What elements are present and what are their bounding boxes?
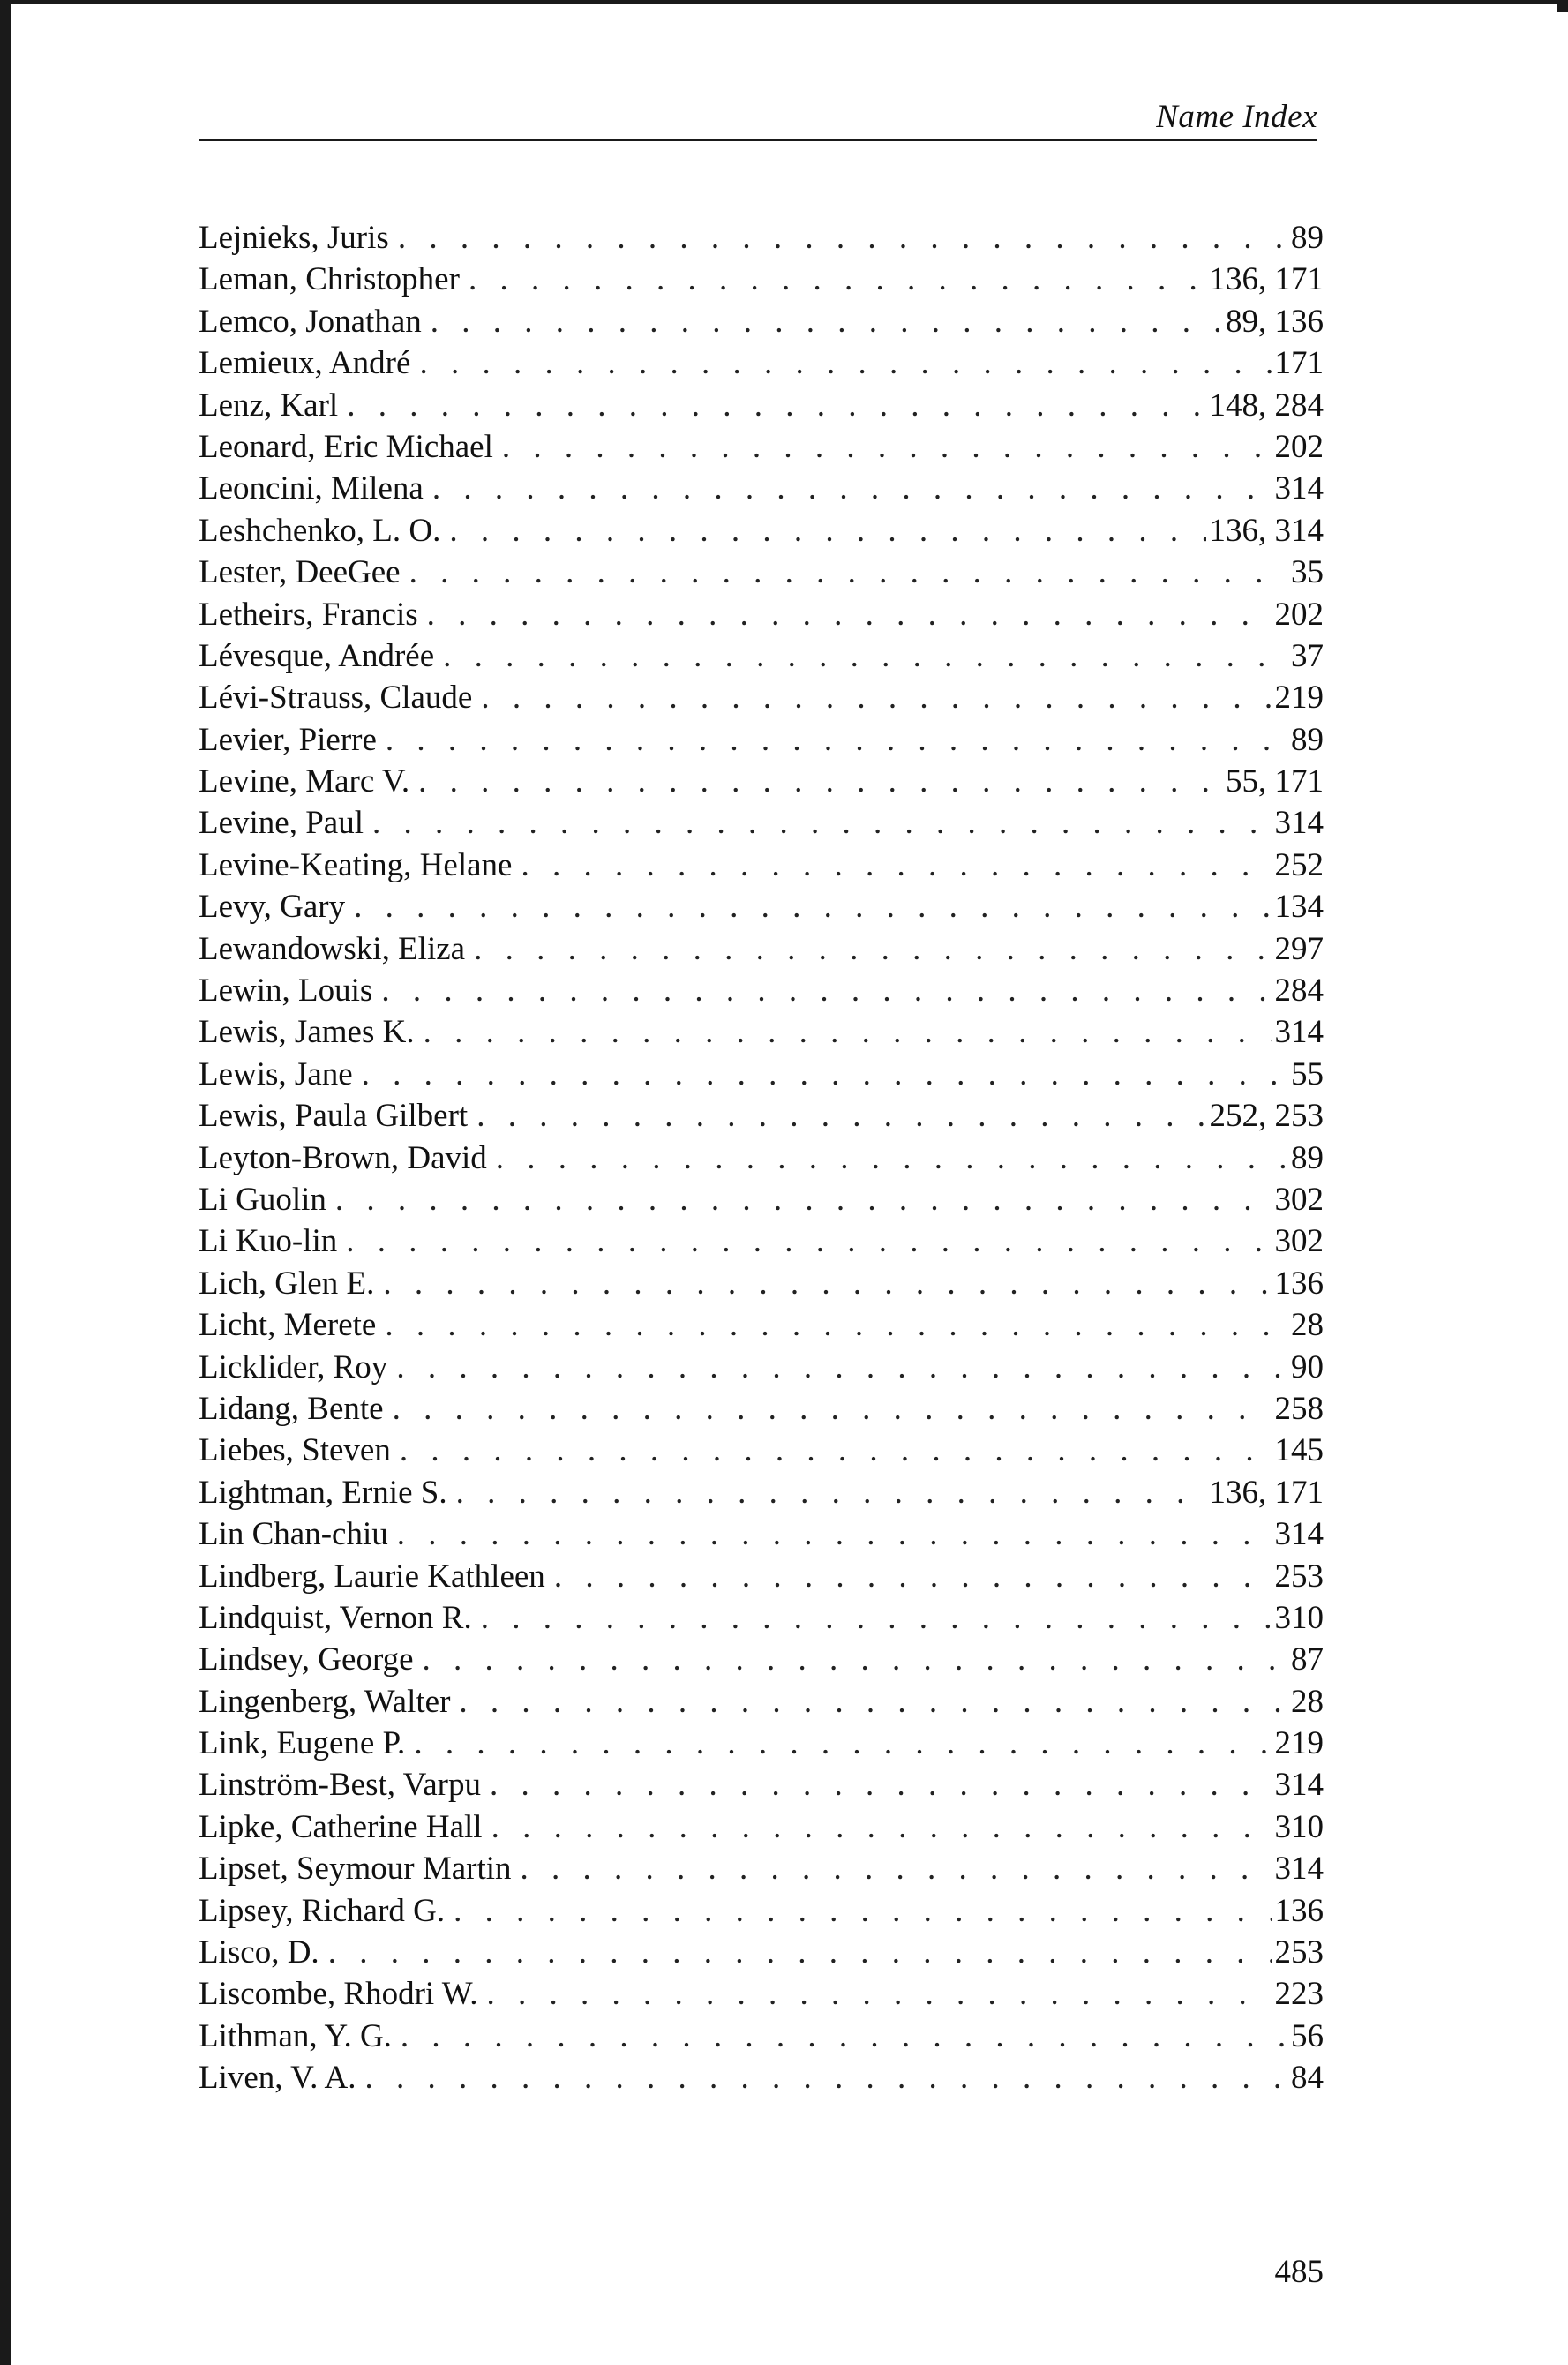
dot-leader — [346, 1220, 1271, 1262]
entry-pages: 314 — [1274, 1851, 1324, 1888]
entry-name: Leyton-Brown, David — [199, 1139, 487, 1176]
index-entry — [199, 217, 1324, 259]
dot-leader — [496, 1137, 1287, 1179]
index-entry — [199, 928, 1324, 970]
entry-pages: 136, 171 — [1209, 1474, 1324, 1511]
index-entry — [199, 385, 1324, 426]
entry-pages: 252 — [1274, 846, 1324, 883]
entry-pages: 35 — [1291, 554, 1324, 591]
dot-leader — [459, 1681, 1287, 1723]
index-entry — [199, 468, 1324, 509]
entry-name: Levier, Pierre — [199, 721, 377, 758]
entry-pages: 252, 253 — [1209, 1098, 1324, 1135]
running-head — [199, 95, 1317, 139]
entry-pages: 310 — [1274, 1808, 1324, 1845]
index-entry — [199, 635, 1324, 677]
entry-pages: 219 — [1274, 679, 1324, 717]
entry-name: Lindquist, Vernon R. — [199, 1599, 472, 1636]
index-entry — [199, 2057, 1324, 2098]
index-entry — [199, 1472, 1324, 1513]
entry-pages: 136, 314 — [1209, 512, 1324, 549]
dot-leader — [400, 1430, 1272, 1471]
entry-name: Lewandowski, Eliza — [199, 930, 466, 967]
entry-pages: 84 — [1291, 2060, 1324, 2097]
entry-name: Lemieux, André — [199, 345, 411, 382]
dot-leader — [401, 2016, 1287, 2057]
entry-pages: 136 — [1274, 1265, 1324, 1302]
entry-pages: 314 — [1274, 1767, 1324, 1804]
index-entry — [199, 1137, 1324, 1179]
index-entry — [199, 1095, 1324, 1137]
entry-name: Linström-Best, Varpu — [199, 1767, 481, 1804]
index-entry — [199, 1597, 1324, 1639]
entry-pages: 253 — [1274, 1558, 1324, 1595]
entry-name: Link, Eugene P. — [199, 1725, 406, 1762]
dot-leader — [449, 510, 1205, 552]
index-entry — [199, 886, 1324, 927]
entry-name: Lewin, Louis — [199, 972, 373, 1010]
entry-pages: 310 — [1274, 1599, 1324, 1636]
entry-pages: 314 — [1274, 805, 1324, 842]
dot-leader — [487, 1973, 1272, 2015]
header-rule — [199, 139, 1317, 141]
index-entry — [199, 552, 1324, 593]
dot-leader — [443, 635, 1287, 677]
entry-name: Licklider, Roy — [199, 1348, 388, 1385]
dot-leader — [476, 1095, 1205, 1137]
index-entry — [199, 2016, 1324, 2057]
entry-name: Leoncini, Milena — [199, 470, 424, 507]
dot-leader — [398, 217, 1287, 259]
dot-leader — [490, 1764, 1272, 1806]
entry-name: Levine, Paul — [199, 805, 364, 842]
dot-leader — [481, 1597, 1272, 1639]
entry-pages: 37 — [1291, 637, 1324, 674]
entry-pages: 90 — [1291, 1348, 1324, 1385]
entry-pages: 219 — [1274, 1725, 1324, 1762]
entry-pages: 89 — [1291, 220, 1324, 256]
index-entry — [199, 510, 1324, 552]
dot-leader — [381, 970, 1271, 1011]
dot-leader — [347, 385, 1205, 426]
dot-leader — [386, 719, 1287, 761]
index-entry — [199, 301, 1324, 342]
index-entry — [199, 970, 1324, 1011]
dot-leader — [383, 1263, 1271, 1304]
dot-leader — [491, 1806, 1272, 1848]
entry-name: Li Guolin — [199, 1181, 326, 1218]
entry-pages: 314 — [1274, 470, 1324, 507]
entry-name: Lightman, Ernie S. — [199, 1474, 447, 1511]
entry-name: Leman, Christopher — [199, 261, 460, 298]
index-entry — [199, 802, 1324, 844]
entry-pages: 202 — [1274, 428, 1324, 465]
index-entry — [199, 594, 1324, 635]
dot-leader — [335, 1179, 1272, 1220]
dot-leader — [521, 1848, 1272, 1889]
entry-name: Lévesque, Andrée — [199, 637, 435, 674]
entry-name: Licht, Merete — [199, 1307, 377, 1344]
entry-name: Lewis, Paula Gilbert — [199, 1098, 469, 1135]
index-entry — [199, 1890, 1324, 1932]
index-entry — [199, 1011, 1324, 1053]
dot-leader — [454, 1890, 1271, 1932]
index-entry — [199, 719, 1324, 761]
dot-leader — [409, 552, 1287, 593]
entry-name: Lipsey, Richard G. — [199, 1892, 446, 1929]
index-entry — [199, 1932, 1324, 1973]
dot-leader — [393, 1388, 1272, 1430]
entry-name: Lich, Glen E. — [199, 1265, 375, 1302]
index-entry — [199, 1556, 1324, 1597]
entry-pages: 302 — [1274, 1181, 1324, 1218]
entry-name: Lindberg, Laurie Kathleen — [199, 1558, 545, 1595]
index-entry — [199, 342, 1324, 384]
entry-name: Lidang, Bente — [199, 1390, 384, 1427]
entry-name: Lithman, Y. G. — [199, 2017, 392, 2054]
index-entry — [199, 1430, 1324, 1471]
entry-name: Liebes, Steven — [199, 1432, 391, 1469]
dot-leader — [396, 1347, 1287, 1388]
index-entry — [199, 1263, 1324, 1304]
index-entry — [199, 1848, 1324, 1889]
entry-pages: 28 — [1291, 1307, 1324, 1344]
entry-name: Levine-Keating, Helane — [199, 846, 513, 883]
scan-edge-top — [0, 0, 1568, 4]
index-entry — [199, 1304, 1324, 1346]
entry-pages: 56 — [1291, 2017, 1324, 2054]
dot-leader — [365, 2057, 1287, 2098]
entry-name: Lin Chan-chiu — [199, 1516, 388, 1553]
dot-leader — [397, 1513, 1272, 1555]
entry-pages: 314 — [1274, 1014, 1324, 1051]
dot-leader — [456, 1472, 1206, 1513]
dot-leader — [328, 1932, 1272, 1973]
dot-leader — [432, 468, 1272, 509]
entry-pages: 28 — [1291, 1683, 1324, 1720]
entry-name: Lenz, Karl — [199, 387, 339, 424]
index-entry — [199, 426, 1324, 468]
entry-name: Lejnieks, Juris — [199, 220, 389, 256]
dot-leader — [481, 677, 1271, 718]
entry-name: Lipset, Seymour Martin — [199, 1851, 512, 1888]
dot-leader — [414, 1723, 1271, 1764]
entry-name: Liven, V. A. — [199, 2060, 356, 2097]
index-entry — [199, 1723, 1324, 1764]
entry-pages: 302 — [1274, 1223, 1324, 1260]
index-entry — [199, 1764, 1324, 1806]
dot-leader — [372, 802, 1271, 844]
dot-leader — [419, 342, 1271, 384]
index-entry — [199, 1973, 1324, 2015]
entry-pages: 258 — [1274, 1390, 1324, 1427]
dot-leader — [362, 1054, 1287, 1095]
index-entry — [199, 1639, 1324, 1680]
entry-pages: 145 — [1274, 1432, 1324, 1469]
entry-name: Liscombe, Rhodri W. — [199, 1976, 478, 2013]
entry-name: Lewis, James K. — [199, 1014, 415, 1051]
dot-leader — [423, 1639, 1287, 1680]
entry-pages: 148, 284 — [1209, 387, 1324, 424]
entry-pages: 223 — [1274, 1976, 1324, 2013]
dot-leader — [418, 761, 1222, 802]
entry-name: Lindsey, George — [199, 1641, 414, 1678]
entry-pages: 89 — [1291, 1139, 1324, 1176]
entry-name: Letheirs, Francis — [199, 596, 418, 633]
entry-pages: 134 — [1274, 889, 1324, 926]
dot-leader — [521, 845, 1271, 886]
entry-pages: 136, 171 — [1209, 261, 1324, 298]
entry-name: Levy, Gary — [199, 889, 346, 926]
index-entry — [199, 1054, 1324, 1095]
entry-name: Leshchenko, L. O. — [199, 512, 441, 549]
entry-name: Lisco, D. — [199, 1934, 319, 1971]
index-entry — [199, 1513, 1324, 1555]
dot-leader — [474, 928, 1271, 970]
entry-name: Levine, Marc V. — [199, 763, 410, 800]
index-entry — [199, 1388, 1324, 1430]
entry-pages: 171 — [1274, 345, 1324, 382]
entry-pages: 87 — [1291, 1641, 1324, 1678]
index-entry — [199, 1179, 1324, 1220]
entry-name: Leonard, Eric Michael — [199, 428, 493, 465]
entry-pages: 89, 136 — [1226, 303, 1324, 340]
dot-leader — [554, 1556, 1272, 1597]
entry-pages: 314 — [1274, 1516, 1324, 1553]
dot-leader — [354, 886, 1271, 927]
entry-pages: 253 — [1274, 1934, 1324, 1971]
entry-pages: 136 — [1274, 1892, 1324, 1929]
entry-pages: 297 — [1274, 930, 1324, 967]
entry-name: Lewis, Jane — [199, 1055, 353, 1092]
dot-leader — [502, 426, 1272, 468]
dot-leader — [469, 259, 1206, 300]
scan-corner-mark — [1557, 0, 1568, 12]
index-entry — [199, 1681, 1324, 1723]
dot-leader — [427, 594, 1272, 635]
entry-name: Lingenberg, Walter — [199, 1683, 451, 1720]
entry-pages: 284 — [1274, 972, 1324, 1010]
index-entry — [199, 761, 1324, 802]
index-entry — [199, 677, 1324, 718]
scan-edge-left — [0, 0, 11, 2365]
index-entry — [199, 1806, 1324, 1848]
dot-leader — [385, 1304, 1287, 1346]
entry-name: Lipke, Catherine Hall — [199, 1808, 483, 1845]
running-head-title: Name Index — [1156, 99, 1317, 135]
dot-leader — [431, 301, 1222, 342]
entry-pages: 202 — [1274, 596, 1324, 633]
entry-pages: 89 — [1291, 721, 1324, 758]
entry-name: Lemco, Jonathan — [199, 303, 422, 340]
index-entry — [199, 845, 1324, 886]
entry-name: Lévi-Strauss, Claude — [199, 679, 473, 717]
entry-pages: 55 — [1291, 1055, 1324, 1092]
entry-name: Lester, DeeGee — [199, 554, 401, 591]
entry-pages: 55, 171 — [1226, 763, 1324, 800]
page-number: 485 — [1274, 2254, 1324, 2290]
index-entry — [199, 1347, 1324, 1388]
dot-leader — [424, 1011, 1272, 1053]
index-entry — [199, 259, 1324, 300]
name-index-list — [199, 217, 1324, 2099]
index-entry — [199, 1220, 1324, 1262]
entry-name: Li Kuo-lin — [199, 1223, 338, 1260]
